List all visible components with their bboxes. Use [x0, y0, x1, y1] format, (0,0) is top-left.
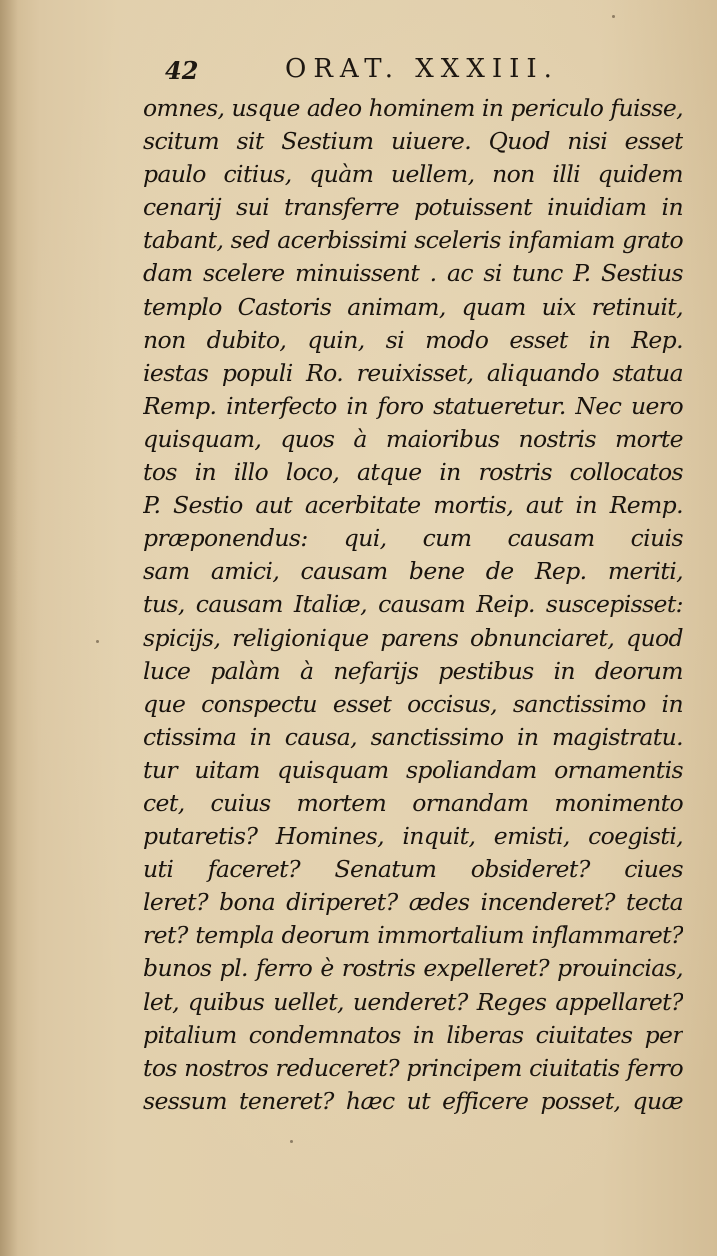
- text-line: tur uitam quisquam spoliandam ornamentis: [143, 755, 683, 784]
- text-line: scitum sit Sestium uiuere. Quod nisi esset: [143, 127, 683, 156]
- page-header: [165, 52, 585, 84]
- text-line: putaretis? Homines, inquit, emisti, coegisti,: [143, 822, 683, 851]
- page-number: 42: [165, 56, 199, 85]
- text-line: luce palàm à nefarijs pestibus in deorum: [143, 656, 683, 685]
- body-text: [143, 92, 683, 1118]
- text-line: iestas populi Ro. reuixisset, aliquando statua: [143, 358, 683, 387]
- text-line: sessum teneret? hæc ut efficere posset, quæ: [143, 1086, 683, 1115]
- paper-speck: [612, 15, 615, 18]
- text-line: templo Castoris animam, quam uix retinuit,: [143, 292, 683, 321]
- paper-speck: [290, 1140, 293, 1143]
- text-line: Remp. interfecto in foro statueretur. Nec uero: [143, 391, 683, 420]
- text-line: sam amici, causam bene de Rep. meriti,: [143, 557, 683, 586]
- text-line: cenarij sui transferre potuissent inuidiam in: [143, 193, 683, 222]
- text-line: uti faceret? Senatum obsideret? ciues: [143, 855, 683, 884]
- text-line: spicijs, religionique parens obnunciaret, quod: [143, 623, 683, 652]
- text-line: tus, causam Italiæ, causam Reip. suscepisset:: [143, 590, 683, 619]
- text-line: quisquam, quos à maioribus nostris morte: [143, 424, 683, 453]
- paper-speck: [96, 640, 99, 643]
- text-line: tos in illo loco, atque in rostris collocatos: [143, 458, 683, 487]
- running-head: ORAT. XXXIII.: [285, 54, 559, 84]
- text-line: leret? bona diriperet? ædes incenderet? tecta: [143, 888, 683, 917]
- text-line: dam scelere minuissent . ac si tunc P. Sestius: [143, 259, 683, 288]
- text-line: non dubito, quin, si modo esset in Rep.: [143, 325, 683, 354]
- text-line: let, quibus uellet, uenderet? Reges appellaret?: [143, 987, 683, 1016]
- text-line: bunos pl. ferro è rostris expelleret? prouincias,: [143, 954, 683, 983]
- text-line: præponendus: qui, cum causam ciuis: [143, 524, 683, 553]
- text-line: cet, cuius mortem ornandam monimento: [143, 788, 683, 817]
- text-line: P. Sestio aut acerbitate mortis, aut in Remp.: [143, 491, 683, 520]
- text-line: omnes, usque adeo hominem in periculo fuisse,: [143, 94, 683, 122]
- text-line: que conspectu esset occisus, sanctissimo in: [143, 689, 683, 718]
- text-line: pitalium condemnatos in liberas ciuitates per: [143, 1020, 683, 1049]
- text-line: ctissima in causa, sanctissimo in magistratu.: [143, 722, 683, 751]
- text-line: paulo citius, quàm uellem, non illi quidem: [143, 160, 683, 189]
- text-line: tos nostros reduceret? principem ciuitatis ferro: [143, 1053, 683, 1082]
- spine-shadow: [0, 0, 18, 1256]
- text-line: ret? templa deorum immortalium inflammaret?: [143, 921, 683, 950]
- text-line: tabant, sed acerbissimi sceleris infamiam grato: [143, 226, 683, 255]
